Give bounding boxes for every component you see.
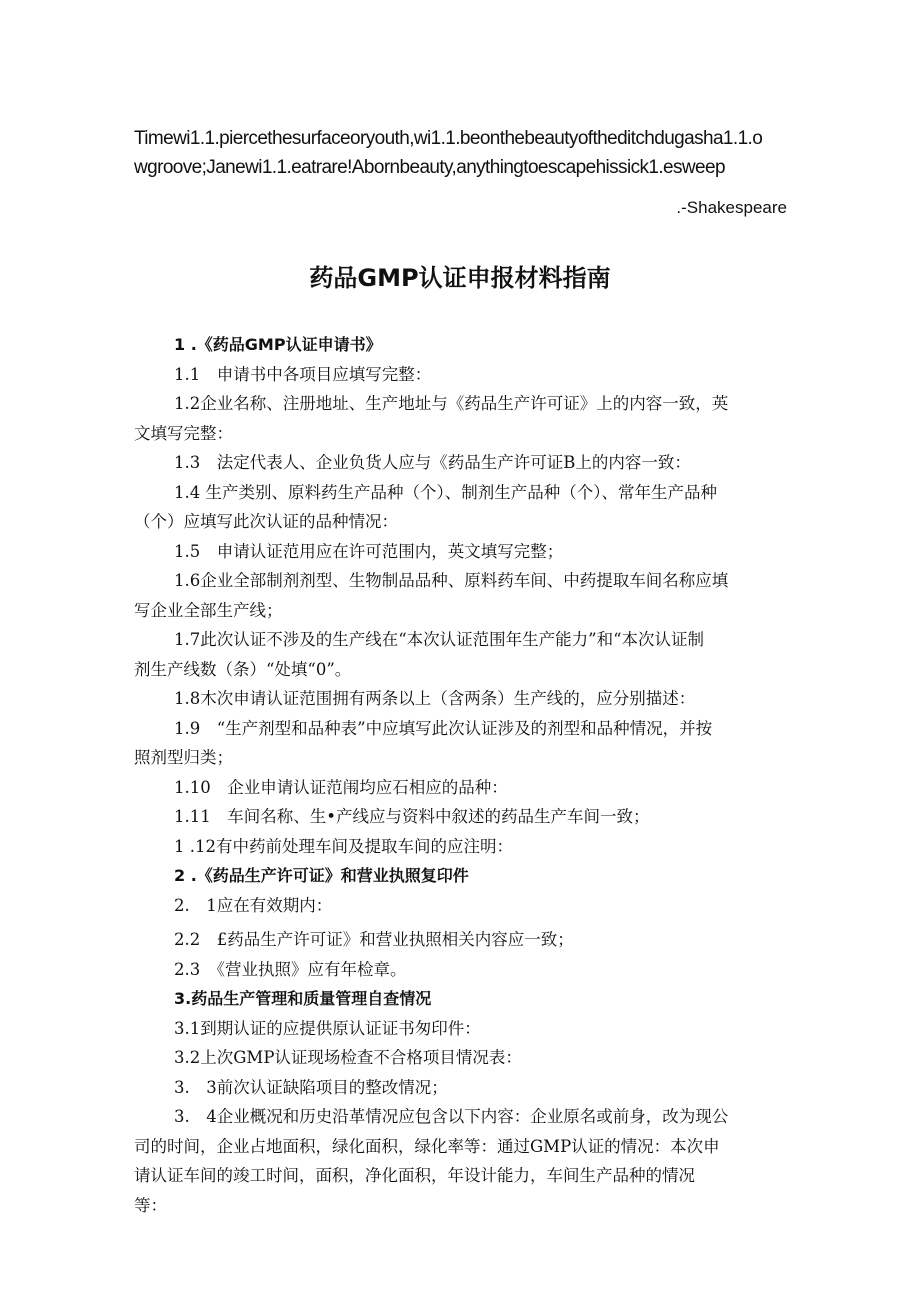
- section-heading-1: 1 .《药品GMP认证申请书》: [174, 335, 382, 354]
- paragraph-line: 照剂型归类；: [134, 748, 233, 767]
- paragraph-line: 3.1到期认证的应提供原认证证书匆印件：: [174, 1018, 481, 1038]
- paragraph-line: 1.4 生产类别、原料药生产品种（个）、制剂生产品种（个）、常年生产品种: [174, 482, 717, 502]
- paragraph-line: 2. 1应在有效期内：: [174, 895, 333, 915]
- quote-line-2: wgroove;Janewi1.1.eatrare!Abornbeauty,anythingtoescapehissick1.esweep: [134, 157, 725, 178]
- paragraph-line: 写企业全部生产线；: [134, 600, 283, 620]
- paragraph-line: 3. 4企业概况和历史沿革情况应包含以下内容：企业原名或前身，改为现公: [174, 1107, 729, 1126]
- paragraph-line: 等：: [134, 1195, 167, 1215]
- paragraph-line: 请认证车间的竣工时间，面积，净化面积，年设计能力，车间生产品种的情况: [134, 1166, 695, 1185]
- paragraph-line: 司的时间，企业占地面积，绿化面积，绿化率等：通过GMP认证的情况：本次申: [134, 1136, 720, 1156]
- paragraph-line: 1.10 企业申请认证范闱均应石相应的品种：: [174, 777, 508, 797]
- epigraph-quote: [134, 124, 794, 182]
- paragraph-line: 2.2 £药品生产许可证》和营业执照相关内容应一致；: [174, 930, 574, 949]
- page-title: 药品GMP认证申报材料指南: [309, 264, 611, 292]
- paragraph-line: 1.1 申请书中各项目应填写完整：: [174, 364, 432, 384]
- section-heading-2: 2 .《药品生产许可证》和营业执照复印件: [174, 866, 469, 885]
- paragraph-line: 1.6企业全部制剂剂型、生物制品品种、原料药车间、中药提取车间名称应填: [174, 571, 729, 590]
- document-body: [134, 330, 802, 1220]
- paragraph-line: 2.3 《营业执照》应有年检章。: [174, 959, 407, 979]
- paragraph-line: 剂生产线数（条）“处填“0”。: [134, 659, 352, 679]
- paragraph-line: 3. 3前次认证缺陷项目的整改情况；: [174, 1077, 448, 1097]
- paragraph-line: 文填写完整：: [134, 423, 233, 443]
- quote-line-1: Timewi1.1.piercethesurfaceoryouth,wi1.1.beonthebeautyoftheditchdugasha1.1.o: [134, 128, 763, 149]
- paragraph-line: （个）应填写此次认证的品种情况：: [134, 512, 398, 531]
- paragraph-line: 1.7此次认证不涉及的生产线在“本次认证范围年生产能力”和“本次认证制: [174, 630, 705, 649]
- paragraph-line: 1.9 “生产剂型和品种表”中应填写此次认证涉及的剂型和品种情况，并按: [174, 718, 713, 738]
- quote-attribution: .-Shakespeare: [676, 198, 787, 217]
- paragraph-line: 1.3 法定代表人、企业负货人应与《药品生产许可证B上的内容一致：: [174, 453, 691, 472]
- paragraph-line: 1.2企业名称、注册地址、生产地址与《药品生产许可证》上的内容一致，英: [174, 394, 729, 413]
- paragraph-line: 1 .12有中药前处理车间及提取车间的应注明：: [174, 836, 513, 856]
- paragraph-line: 1.8木次申请认证范围拥有两条以上（含两条）生产线的，应分别描述：: [174, 689, 696, 708]
- paragraph-line: 3.2上次GMP认证现场检查不合格项目情况表：: [174, 1048, 522, 1067]
- section-heading-3: 3.药品生产管理和质量管理自查情况: [174, 989, 432, 1008]
- paragraph-line: 1.11 车间名称、生•产线应与资料中叙述的药品生产车间一致；: [174, 807, 650, 826]
- paragraph-line: 1.5 申请认证范用应在许可范围内，英文填写完整；: [174, 541, 564, 561]
